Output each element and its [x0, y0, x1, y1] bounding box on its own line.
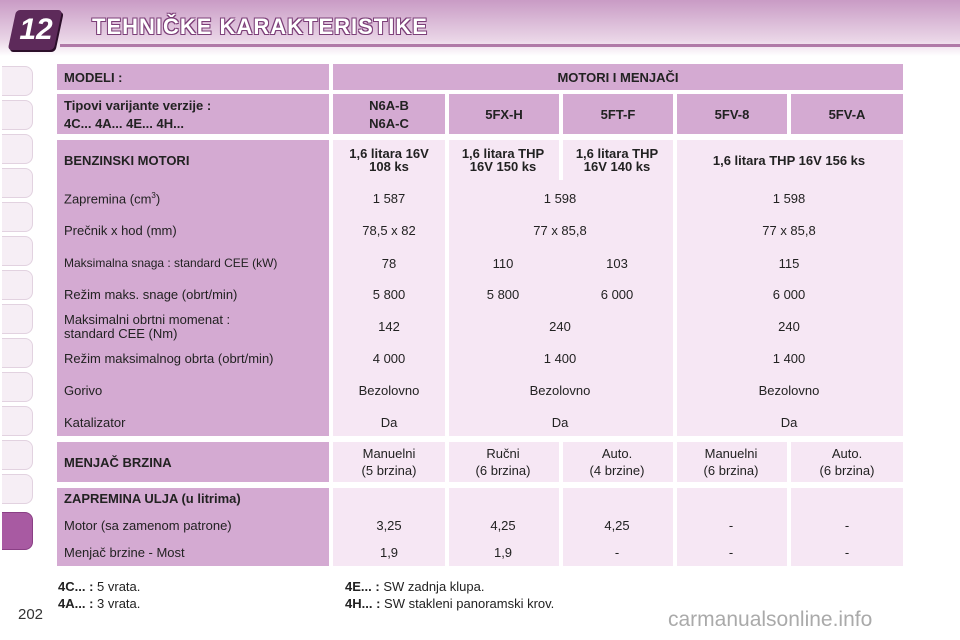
variant-code: 5FX-H — [449, 94, 559, 134]
spec-label-displacement: Zapremina $(cm^3)$ — [64, 191, 161, 207]
chapter-number: 12 — [19, 13, 53, 46]
footnote: 4A... : 3 vrata. — [58, 596, 141, 611]
variants-label-line1: Tipovi varijante verzije : — [64, 98, 212, 113]
spec-value: 115 — [778, 256, 800, 271]
page-title: TEHNIČKE KARAKTERISTIKE — [92, 14, 428, 39]
spec-value: 142 — [378, 319, 400, 334]
side-tab[interactable] — [2, 372, 33, 402]
spec-value: 6 000 — [600, 287, 634, 302]
spec-label-torque-rpm: Režim maksimalnog obrta (obrt/min) — [64, 351, 274, 366]
spec-value: Da — [551, 415, 569, 430]
variant-code: 5FV-8 — [677, 94, 787, 134]
side-tab[interactable] — [2, 202, 33, 232]
spec-value: 110 — [492, 256, 514, 271]
spec-label-power-rpm: Režim maks. snage (obrt/min) — [64, 287, 238, 302]
oil-value: 1,9 — [493, 545, 513, 560]
engine-name: 108 ks — [369, 159, 409, 174]
side-tab[interactable] — [2, 168, 33, 198]
gearbox-label: MENJAČ BRZINA — [57, 442, 329, 482]
oil-row-label-gearbox: Menjač brzine - Most — [64, 545, 185, 560]
spec-value: Da — [780, 415, 798, 430]
oil-row-label-engine: Motor (sa zamenom patrone) — [64, 518, 232, 533]
spec-value: 1 400 — [543, 351, 577, 366]
watermark: carmanualsonline.info — [668, 608, 873, 631]
gearbox-type: Auto. — [601, 446, 633, 461]
variant-code: N6A-C — [369, 116, 409, 131]
gearbox-speeds: (4 brzine) — [589, 463, 645, 478]
side-tab[interactable] — [2, 406, 33, 436]
variant-code: 5FT-F — [563, 94, 673, 134]
gearbox-speeds: (5 brzina) — [361, 463, 417, 478]
oil-value: - — [844, 518, 850, 533]
spec-value: 78,5 x 82 — [362, 223, 416, 238]
gearbox-speeds: (6 brzina) — [475, 463, 531, 478]
side-tabs — [0, 66, 34, 576]
engine-name: 1,6 litara THP 16V 156 ks — [712, 153, 866, 168]
variants-label-line2: 4C... 4A... 4E... 4H... — [64, 116, 184, 131]
side-tab[interactable] — [2, 338, 33, 368]
engine-name: 1,6 litara 16V — [349, 146, 429, 161]
spec-value: Bezolovno — [529, 383, 591, 398]
variant-code: N6A-B — [369, 98, 409, 113]
engine-name: 1,6 litara THP — [461, 146, 545, 161]
petrol-label: BENZINSKI MOTORI — [64, 153, 190, 168]
engine-name: 1,6 litara THP — [575, 146, 659, 161]
side-tab[interactable] — [2, 100, 33, 130]
spec-value: 5 800 — [486, 287, 520, 302]
side-tab[interactable] — [2, 304, 33, 334]
column-divider — [559, 140, 563, 180]
spec-value: 77 x 85,8 — [762, 223, 816, 238]
oil-value: - — [728, 545, 734, 560]
spec-label-fuel: Gorivo — [64, 383, 103, 398]
spec-value: 1 400 — [772, 351, 806, 366]
variant-code: 5FV-A — [791, 94, 903, 134]
spec-value: 77 x 85,8 — [533, 223, 587, 238]
footnote: 4H... : SW stakleni panoramski krov. — [345, 596, 555, 611]
oil-value: - — [844, 545, 850, 560]
spec-value: 78 — [381, 256, 397, 271]
spec-value: 4 000 — [372, 351, 406, 366]
side-tab-active[interactable] — [2, 512, 33, 550]
spec-label-catalyst: Katalizator — [64, 415, 126, 430]
engine-name: 16V 150 ks — [469, 159, 537, 174]
spec-label-torque-line1: Maksimalni obrtni momenat : — [64, 312, 231, 327]
gearbox-type: Auto. — [831, 446, 863, 461]
side-tab[interactable] — [2, 474, 33, 504]
spec-value: 5 800 — [372, 287, 406, 302]
spec-value: Da — [380, 415, 398, 430]
spec-value: 1 598 — [543, 191, 577, 206]
oil-value: 4,25 — [604, 518, 630, 533]
gearbox-speeds: (6 brzina) — [819, 463, 875, 478]
spec-label-torque-line2: standard CEE (Nm) — [64, 326, 178, 341]
oil-value: 1,9 — [379, 545, 399, 560]
oil-value: - — [614, 545, 620, 560]
engines-gearboxes-heading: MOTORI I MENJAČI — [333, 64, 903, 90]
side-tab[interactable] — [2, 440, 33, 470]
spec-value: 240 — [778, 319, 800, 334]
side-tab[interactable] — [2, 66, 33, 96]
spec-value: 6 000 — [772, 287, 806, 302]
side-tab[interactable] — [2, 270, 33, 300]
gearbox-speeds: (6 brzina) — [703, 463, 759, 478]
oil-label: ZAPREMINA ULJA (u litrima) — [64, 491, 241, 506]
spec-value: 103 — [606, 256, 628, 271]
side-tab[interactable] — [2, 134, 33, 164]
footnote: 4C... : 5 vrata. — [58, 579, 141, 594]
header-rule — [60, 44, 960, 47]
gearbox-type: Manuelni — [704, 446, 758, 461]
oil-value: 3,25 — [376, 518, 402, 533]
spec-label-max-power: Maksimalna snaga : standard CEE (kW) — [64, 256, 278, 270]
spec-label-bore-stroke: Prečnik x hod (mm) — [64, 223, 177, 238]
page-number: 202 — [18, 606, 44, 623]
spec-value: 1 587 — [372, 191, 406, 206]
gearbox-type: Ručni — [486, 446, 520, 461]
spec-value: Bezolovno — [758, 383, 820, 398]
models-label: MODELI : — [57, 64, 329, 90]
spec-value: Bezolovno — [358, 383, 420, 398]
spec-value: 1 598 — [772, 191, 806, 206]
engine-name: 16V 140 ks — [583, 159, 651, 174]
side-tab[interactable] — [2, 236, 33, 266]
spec-value: 240 — [549, 319, 571, 334]
oil-value: 4,25 — [490, 518, 516, 533]
oil-value: - — [728, 518, 734, 533]
gearbox-type: Manuelni — [362, 446, 416, 461]
footnote: 4E... : SW zadnja klupa. — [345, 579, 485, 594]
